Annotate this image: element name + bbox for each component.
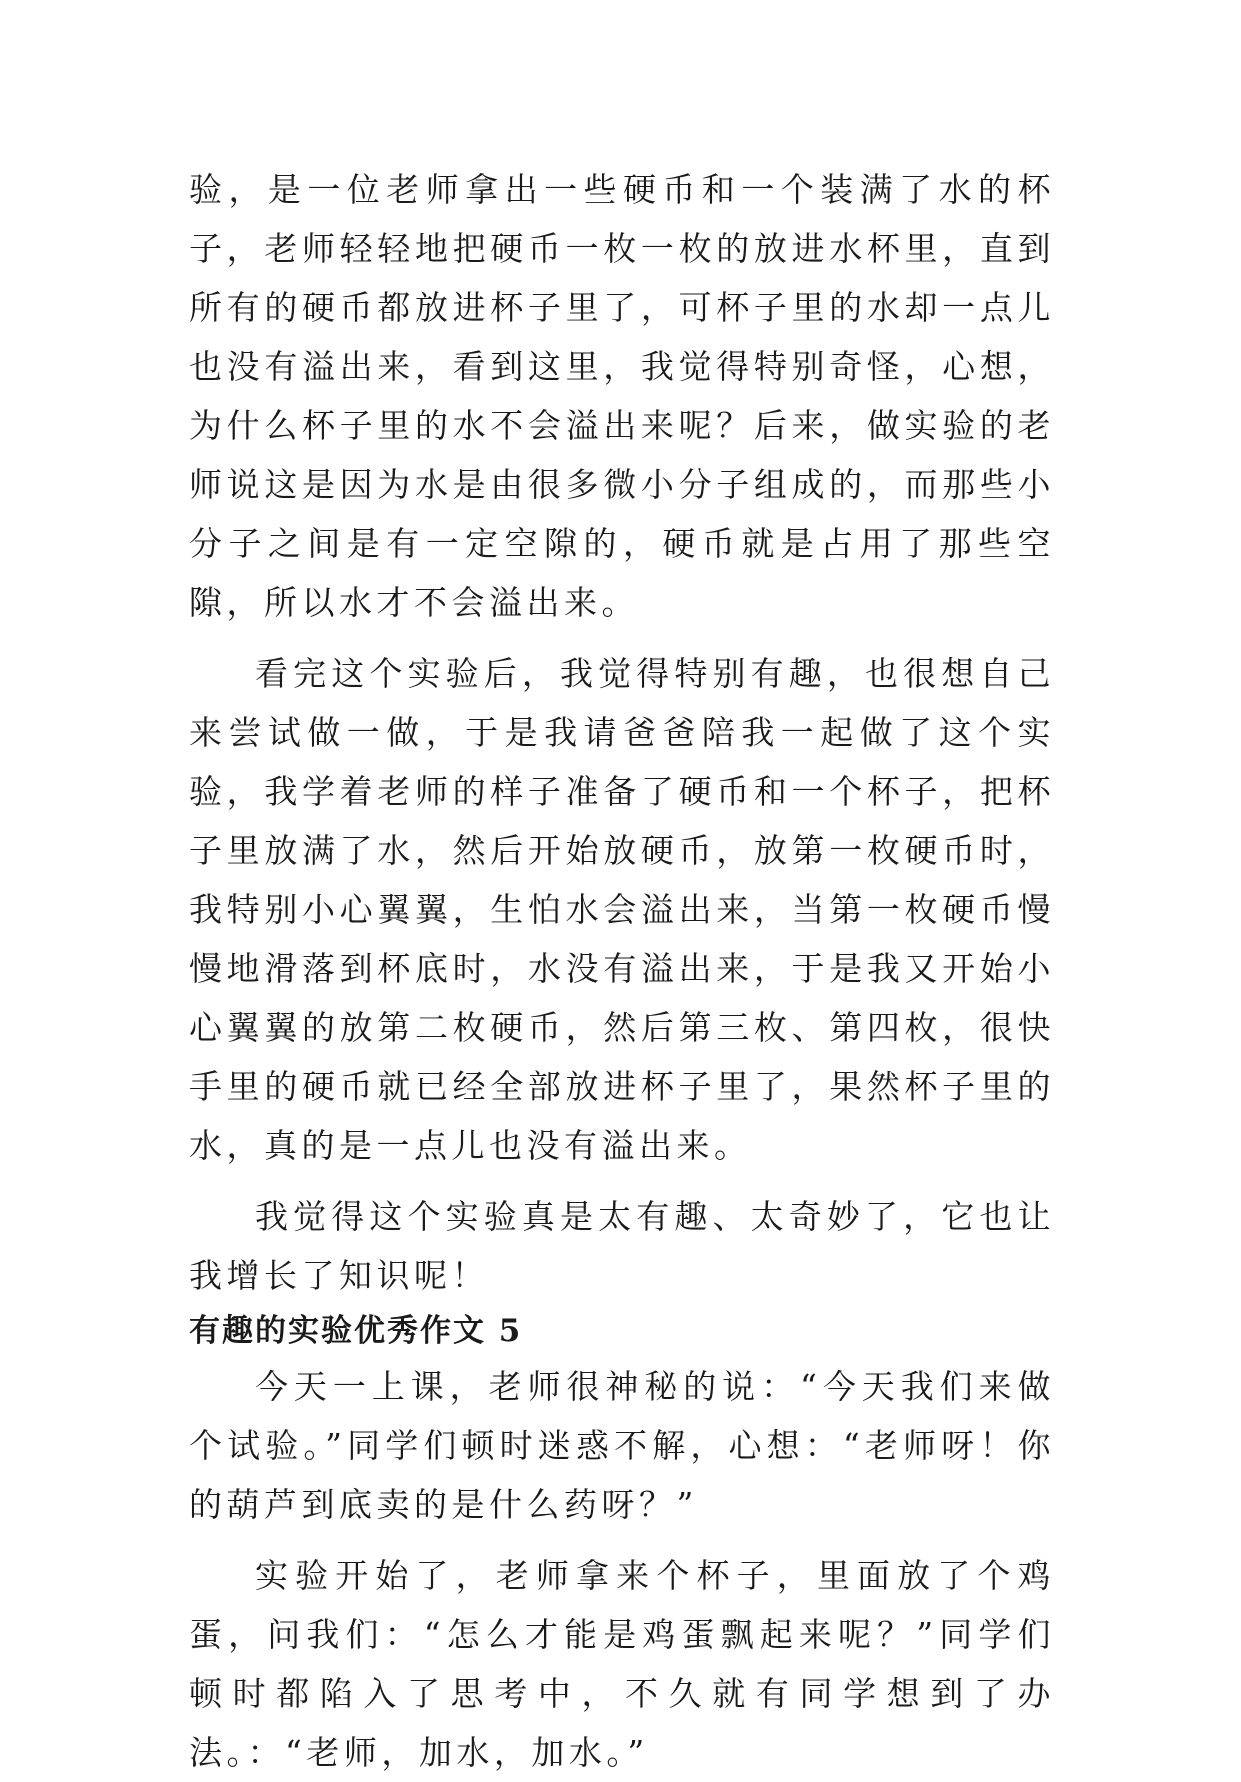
paragraph-gap <box>189 1175 1055 1187</box>
paragraph-4: 今天一上课，老师很神秘的说：“今天我们来做个试验。”同学们顿时迷惑不解，心想：“老师呀！你的葫芦到底卖的是什么药呀？” <box>189 1367 1055 1524</box>
paragraph-3: 我觉得这个实验真是太有趣、太奇妙了，它也让我增长了知识呢！ <box>189 1197 1055 1295</box>
paragraph-2: 看完这个实验后，我觉得特别有趣，也很想自己来尝试做一做，于是我请爸爸陪我一起做了这个实验，我学着老师的样子准备了硬币和一个杯子，把杯子里放满了水，然后开始放硬币，放第一枚硬币时，我特别小心翼翼，生怕水会溢出来，当第一枚硬币慢慢地滑落到杯底时，水没有溢出来，于是我又开始小心翼翼的放第二枚硬币，然后第三枚、第四枚，很快手里的硬币就已经全部放进杯子里了，果然杯子里的水，真的是一点儿也没有溢出来。 <box>189 654 1055 1165</box>
paragraph-gap <box>189 1534 1055 1546</box>
document-body <box>189 160 1055 1782</box>
paragraph-gap <box>189 632 1055 644</box>
paragraph-5: 实验开始了，老师拿来个杯子，里面放了个鸡蛋，问我们：“怎么才能是鸡蛋飘起来呢？”同学们顿时都陷入了思考中，不久就有同学想到了办法。：“老师，加水，加水。” <box>189 1556 1055 1772</box>
paragraph-1: 验，是一位老师拿出一些硬币和一个装满了水的杯子，老师轻轻地把硬币一枚一枚的放进水杯里，直到所有的硬币都放进杯子里了，可杯子里的水却一点儿也没有溢出来，看到这里，我觉得特别奇怪，心想，为什么杯子里的水不会溢出来呢？后来，做实验的老师说这是因为水是由很多微小分子组成的，而那些小分子之间是有一定空隙的，硬币就是占用了那些空隙，所以水才不会溢出来。 <box>189 170 1055 622</box>
section-heading: 有趣的实验优秀作文 5 <box>189 1313 523 1349</box>
